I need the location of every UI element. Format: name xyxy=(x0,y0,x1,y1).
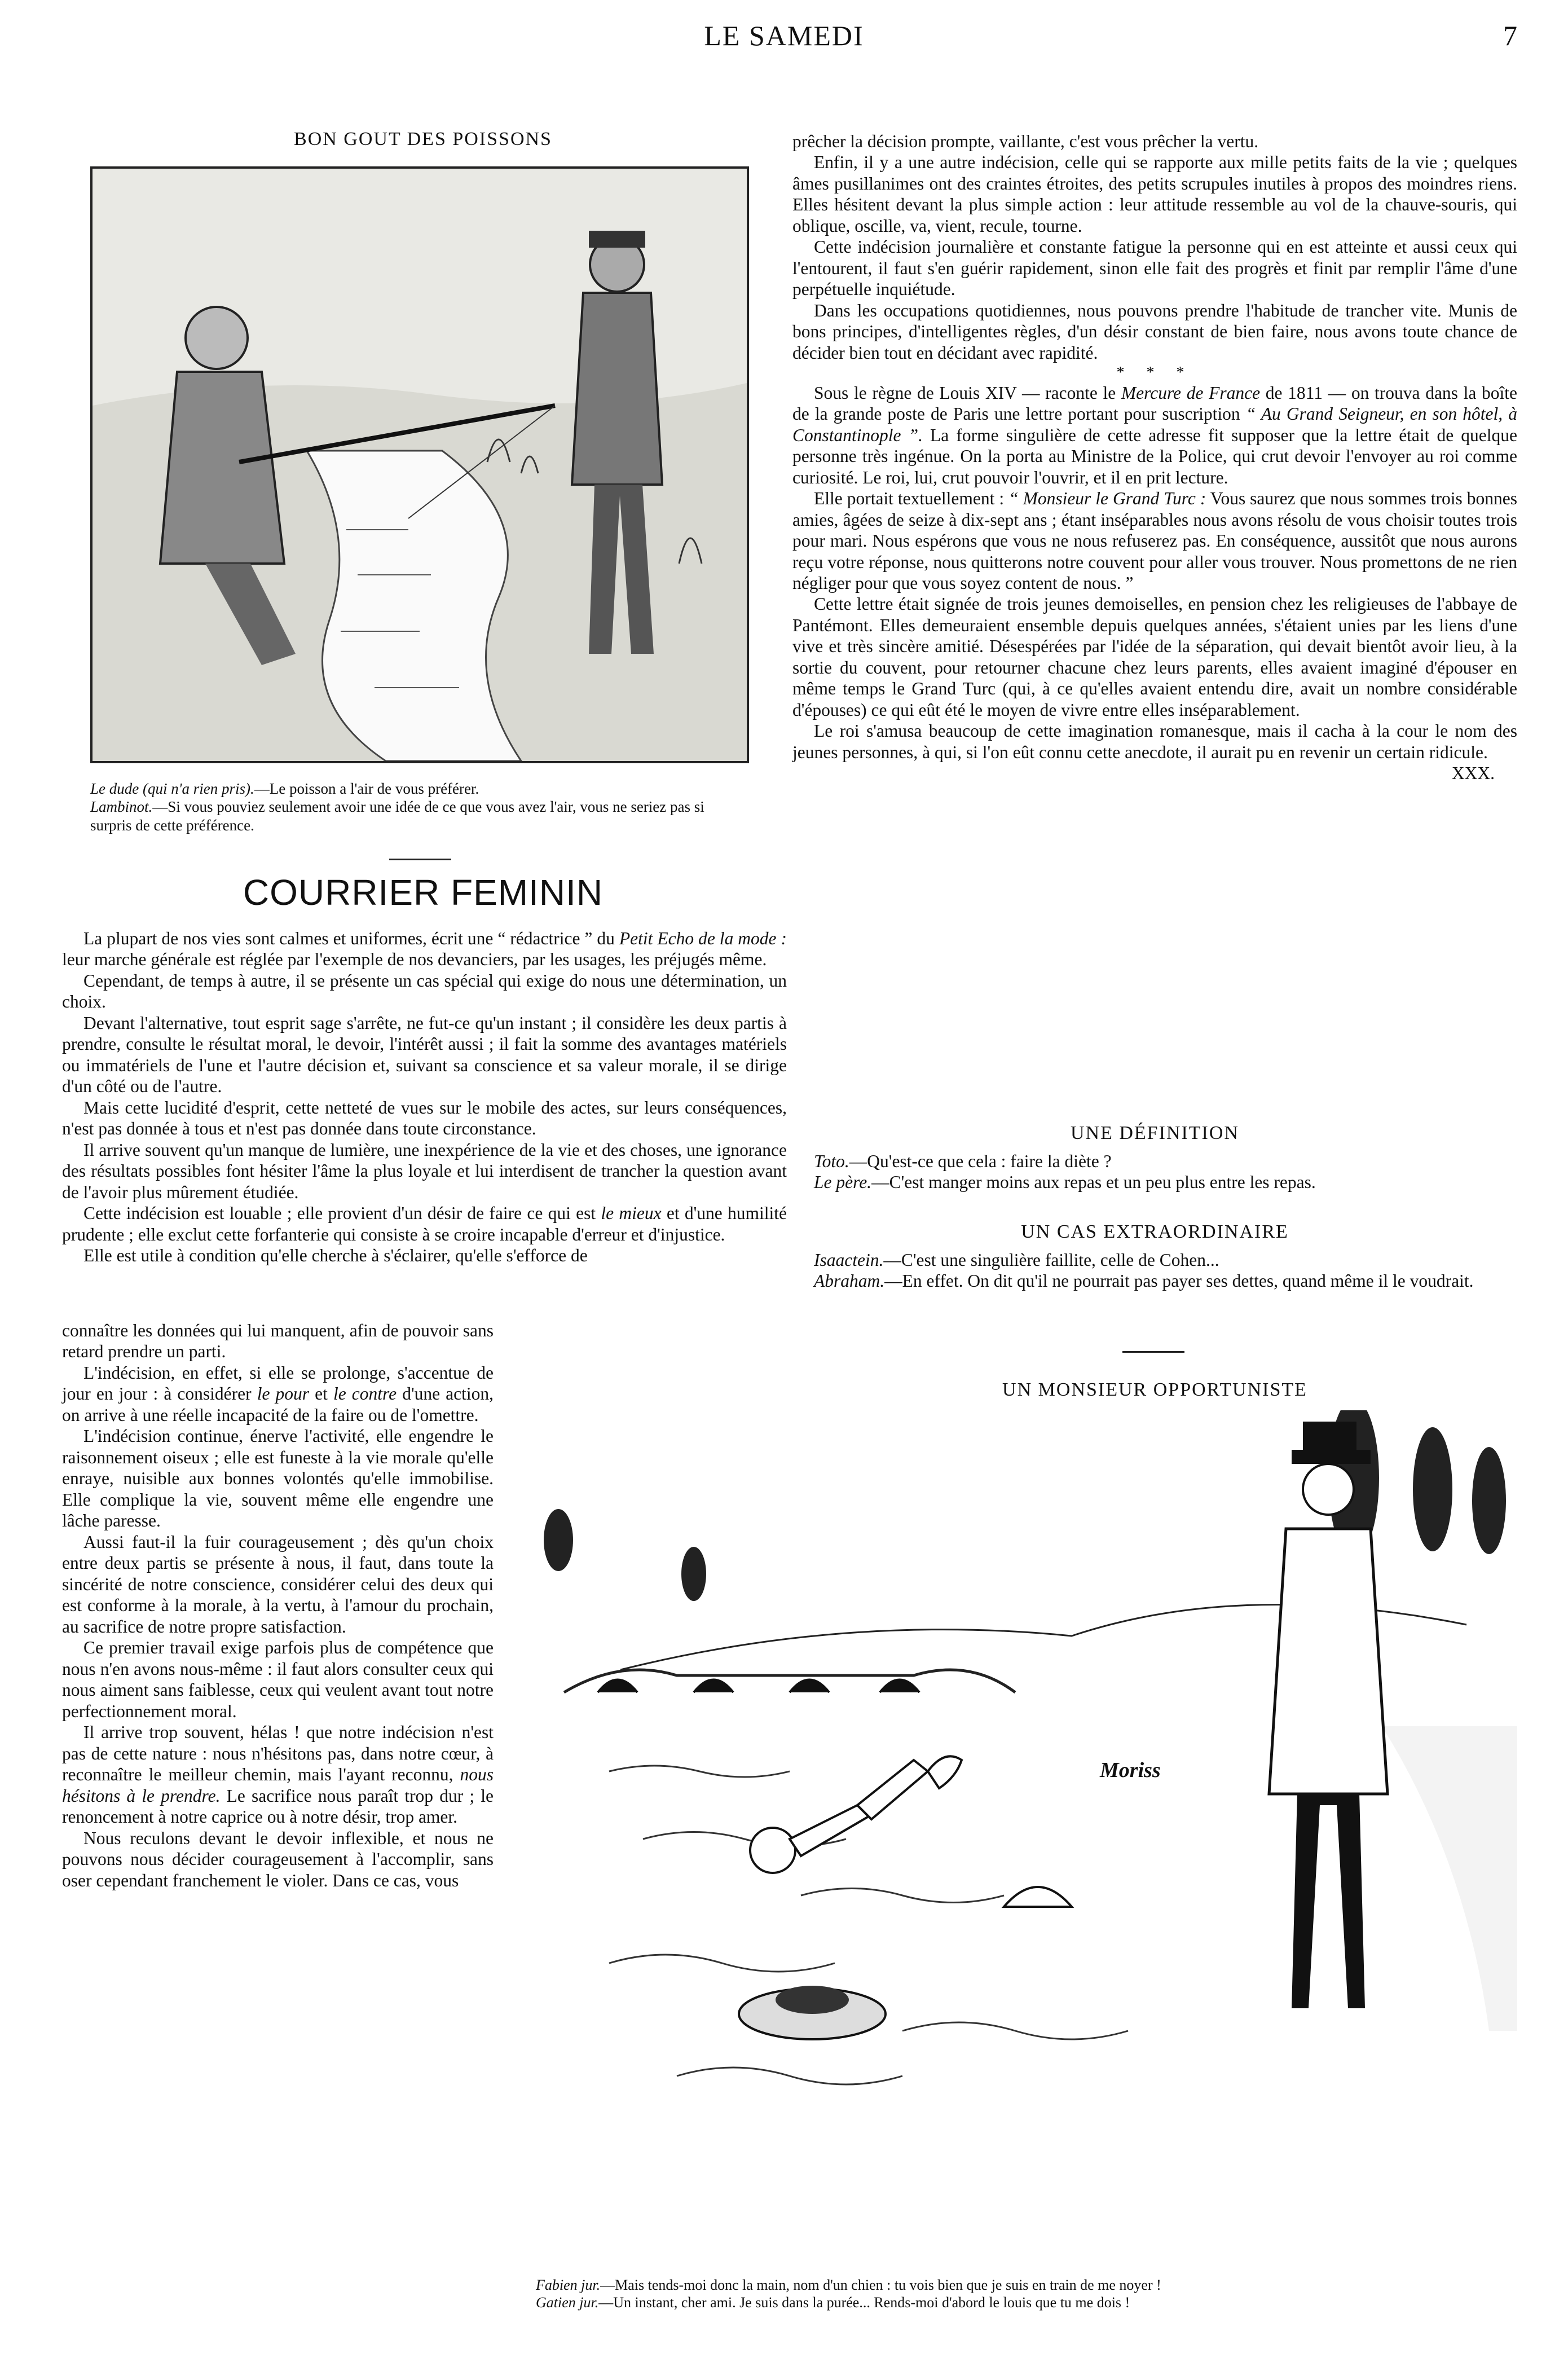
bottom-illustration-caption xyxy=(536,2276,1517,2311)
article-paragraph: Enfin, il y a une autre indécision, celle qui se rapporte aux mille petits faits de la vie ; quelques âmes pusillanimes ont des craintes étroites, des petits scrupules inutiles à propos des moindres riens. Elles hésitent devant la plus simple action : leur attitude ressemble au vol de la chauve-souris, qui oblique, oscille, va, vient, recule, tourne. xyxy=(792,152,1517,236)
dialogue-line: Le père.—C'est manger moins aux repas et un peu plus entre les repas. xyxy=(814,1172,1316,1193)
definition-body xyxy=(792,1151,1517,1193)
article-title: COURRIER FEMININ xyxy=(243,872,604,913)
caption-line-lambinot xyxy=(90,798,745,834)
caption-speaker: Lambinot. xyxy=(90,798,153,816)
article-signoff: XXX. xyxy=(1451,763,1495,784)
article-paragraph: Il arrive trop souvent, hélas ! que notre indécision n'est pas de cette nature : nous n'hésitons pas, dans notre cœur, à reconnaître le meilleur chemin, mais l'ayant reconnu, nous hésitons à le prendre. Le sacrifice nous paraît trop dur ; le renoncement à notre caprice ou à notre désir, trop amer. xyxy=(62,1722,494,1827)
cas-title: UN CAS EXTRAORDINAIRE xyxy=(1021,1221,1289,1242)
article-paragraph: connaître les données qui lui manquent, afin de pouvoir sans retard prendre un parti. xyxy=(62,1321,494,1362)
article-paragraph: Elle portait textuellement : “ Monsieur le Grand Turc : Vous saurez que nous sommes trois bonnes amies, âgées de seize à dix-sept ans ; étant inséparables nous avons résolu de vous choisir toutes trois pour mari. Nous espérons que vous ne nous refuserez pas. En conséquence, aussitôt que nous aurons reçu votre réponse, nous quitterons notre couvent pour aller vous trouver. Nous promettons de ne rien négliger pour que vous soyez content de nous. ” xyxy=(792,489,1518,593)
article-paragraph: Le roi s'amusa beaucoup de cette imagination romanesque, mais il cacha à la cour le nom des jeunes personnes, à qui, si l'on eût connu cette anecdote, il aurait pu en revenir un certain ridicule. xyxy=(792,721,1517,762)
article-paragraph: Ce premier travail exige parfois plus de compétence que nous n'en avons nous-même : il faut alors consulter ceux qui nous aiment sans faiblesse, ceux qui veulent avant tout notre perfectionnement moral. xyxy=(62,1638,494,1721)
article-paragraph: La plupart de nos vies sont calmes et uniformes, écrit une “ rédactrice ” du Petit Echo de la mode : leur marche générale est réglée par l'exemple de nos devanciers, par les usages, les préjugés même. xyxy=(62,929,787,970)
caption-speaker: Le dude (qui n'a rien pris). xyxy=(90,780,254,797)
caption-text: —Le poisson a l'air de vous préférer. xyxy=(254,780,479,797)
article-paragraph: Cette indécision journalière et constante fatigue la personne qui en est atteinte et aussi ceux qui l'entourent, il faut s'en guérir rapidement, sinon elle fait des progrès et finit par remplir l'âme d'une perpétuelle inquiétude. xyxy=(792,237,1517,300)
article-paragraph: Cependant, de temps à autre, il se présente un cas spécial qui exige do nous une détermination, un choix. xyxy=(62,970,787,1012)
article-paragraph: Nous reculons devant le devoir inflexible, et nous ne pouvons nous décider courageusement à l'accomplir, sans oser cependant franchement le violer. Dans ce cas, vous xyxy=(62,1828,494,1890)
bottom-illustration-title: UN MONSIEUR OPPORTUNISTE xyxy=(1002,1379,1307,1400)
page-number: 7 xyxy=(1503,20,1517,51)
artist-signature: Moriss xyxy=(1100,1758,1161,1782)
cas-body xyxy=(792,1250,1517,1292)
article-paragraph: Aussi faut-il la fuir courageusement ; dès qu'un choix entre deux partis se présente à nous, il faut, dans toute la sincérité de notre conscience, considérer celui des deux qui est conforme à la morale, à la vertu, à l'amour du prochain, au sacrifice de notre propre satisfaction. xyxy=(62,1532,494,1637)
dialogue-line: Abraham.—En effet. On dit qu'il ne pourrait pas payer ses dettes, quand même il le voudrait. xyxy=(814,1271,1474,1291)
section-divider xyxy=(389,859,451,860)
article-column-left-wide xyxy=(62,928,787,1266)
definition-title: UNE DÉFINITION xyxy=(1070,1123,1239,1143)
section-stars: * * * xyxy=(1116,364,1193,382)
article-paragraph: Dans les occupations quotidiennes, nous pouvons prendre l'habitude de trancher vite. Munis de bons principes, d'intelligentes règles, d'un désir constant de bien faire, nous avons toute chance de décider bien tout en décidant avec rapidité. xyxy=(792,300,1517,363)
top-illustration-title: BON GOUT DES POISSONS xyxy=(294,129,552,149)
article-column-right xyxy=(792,131,1517,784)
fishing-scene-drawing xyxy=(93,169,747,761)
section-divider xyxy=(1122,1351,1184,1353)
caption-text: —Si vous pouviez seulement avoir une idée de ce que vous avez l'air, vous ne seriez pas si surpris de cette préférence. xyxy=(90,798,704,834)
article-paragraph: L'indécision, en effet, si elle se prolonge, s'accentue de jour en jour : à considérer le pour et le contre d'une action, on arrive à une réelle incapacité de la faire ou de l'omettre. xyxy=(62,1362,494,1425)
running-head: LE SAMEDI xyxy=(704,20,864,51)
article-paragraph: L'indécision continue, énerve l'activité, elle engendre le raisonnement oiseux ; elle est funeste à la vie morale qu'elle enraye, nuisible aux bonnes volontés qu'elle immobilise. Elle complique la vie, souvent même elle engendre une lâche paresse. xyxy=(62,1426,494,1531)
article-paragraph: Mais cette lucidité d'esprit, cette netteté de vues sur le mobile des actes, sur leurs conséquences, n'est pas donnée à tous et n'est pas donnée dans toute circonstance. xyxy=(62,1097,787,1139)
fishing-illustration xyxy=(90,166,749,763)
caption-line-dude xyxy=(90,780,745,798)
dialogue-line: Isaactein.—C'est une singulière faillite, celle de Cohen... xyxy=(814,1250,1219,1270)
article-paragraph: Elle est utile à condition qu'elle cherche à s'éclairer, qu'elle s'efforce de xyxy=(83,1246,588,1266)
drowning-scene-drawing xyxy=(508,1410,1517,2262)
top-illustration-caption xyxy=(90,780,745,834)
article-paragraph: Cette lettre était signée de trois jeunes demoiselles, en pension chez les religieuses de l'abbaye de Pantémont. Elles demeuraient ensemble depuis quelques années, s'étaient unies par les liens d'une vive et très sincère amitié. Désespérées par l'idée de la séparation, qui devait bientôt avoir lieu, à la sortie du couvent, pour retourner chacune chez leurs parents, elles avaient imaginé d'épouser en même temps le Grand Turc (qui, à ce qu'elles avaient entendu dire, avait un nombre considérable d'épouses) ce qui eût été le moyen de vivre entre elles inséparablement. xyxy=(792,594,1517,720)
article-column-left-narrow xyxy=(62,1320,494,1891)
drowning-illustration xyxy=(508,1410,1517,2262)
article-paragraph: Sous le règne de Louis XIV — raconte le Mercure de France de 1811 — on trouva dans la boîte de la grande poste de Paris une lettre portant pour suscription “ Au Grand Seigneur, en son hôtel, à Constantinople ”. La forme singulière de cette adresse fit supposer que la lettre était de quelque personne très ingénue. On la porta au Ministre de la Police, qui crut devoir l'envoyer au roi comme curiosité. Le roi, lui, crut pouvoir l'ouvrir, et il en prit lecture. xyxy=(792,382,1518,487)
dialogue-line: Toto.—Qu'est-ce que cela : faire la diète ? xyxy=(814,1151,1112,1171)
caption-line-fabien: Fabien jur.—Mais tends-moi donc la main, nom d'un chien : tu vois bien que je suis en train de me noyer ! xyxy=(536,2277,1161,2293)
article-paragraph: Il arrive souvent qu'un manque de lumière, une inexpérience de la vie et des choses, une ignorance des résultats possibles font hésiter l'âme la plus loyale et lui interdisent de trancher la question avant de l'avoir plus mûrement étudiée. xyxy=(62,1140,787,1202)
article-paragraph: Cette indécision est louable ; elle provient d'un désir de faire ce qui est le mieux et d'une humilité prudente ; elle exclut cette forfanterie qui consiste à se croire incapable d'erreur et d'injustice. xyxy=(62,1203,787,1244)
caption-line-gatien: Gatien jur.—Un instant, cher ami. Je suis dans la purée... Rends-moi d'abord le louis que tu me dois ! xyxy=(536,2294,1130,2311)
article-paragraph: Devant l'alternative, tout esprit sage s'arrête, ne fut-ce qu'un instant ; il considère les deux partis à prendre, consulte le résultat moral, le devoir, l'intérêt aussi ; il fait la somme des avantages matériels ou immatériels de l'une et l'autre décision et, suivant sa conscience et sa valeur morale, il se dirige d'un côté ou de l'autre. xyxy=(62,1013,787,1097)
article-paragraph: prêcher la décision prompte, vaillante, c'est vous prêcher la vertu. xyxy=(792,131,1259,151)
